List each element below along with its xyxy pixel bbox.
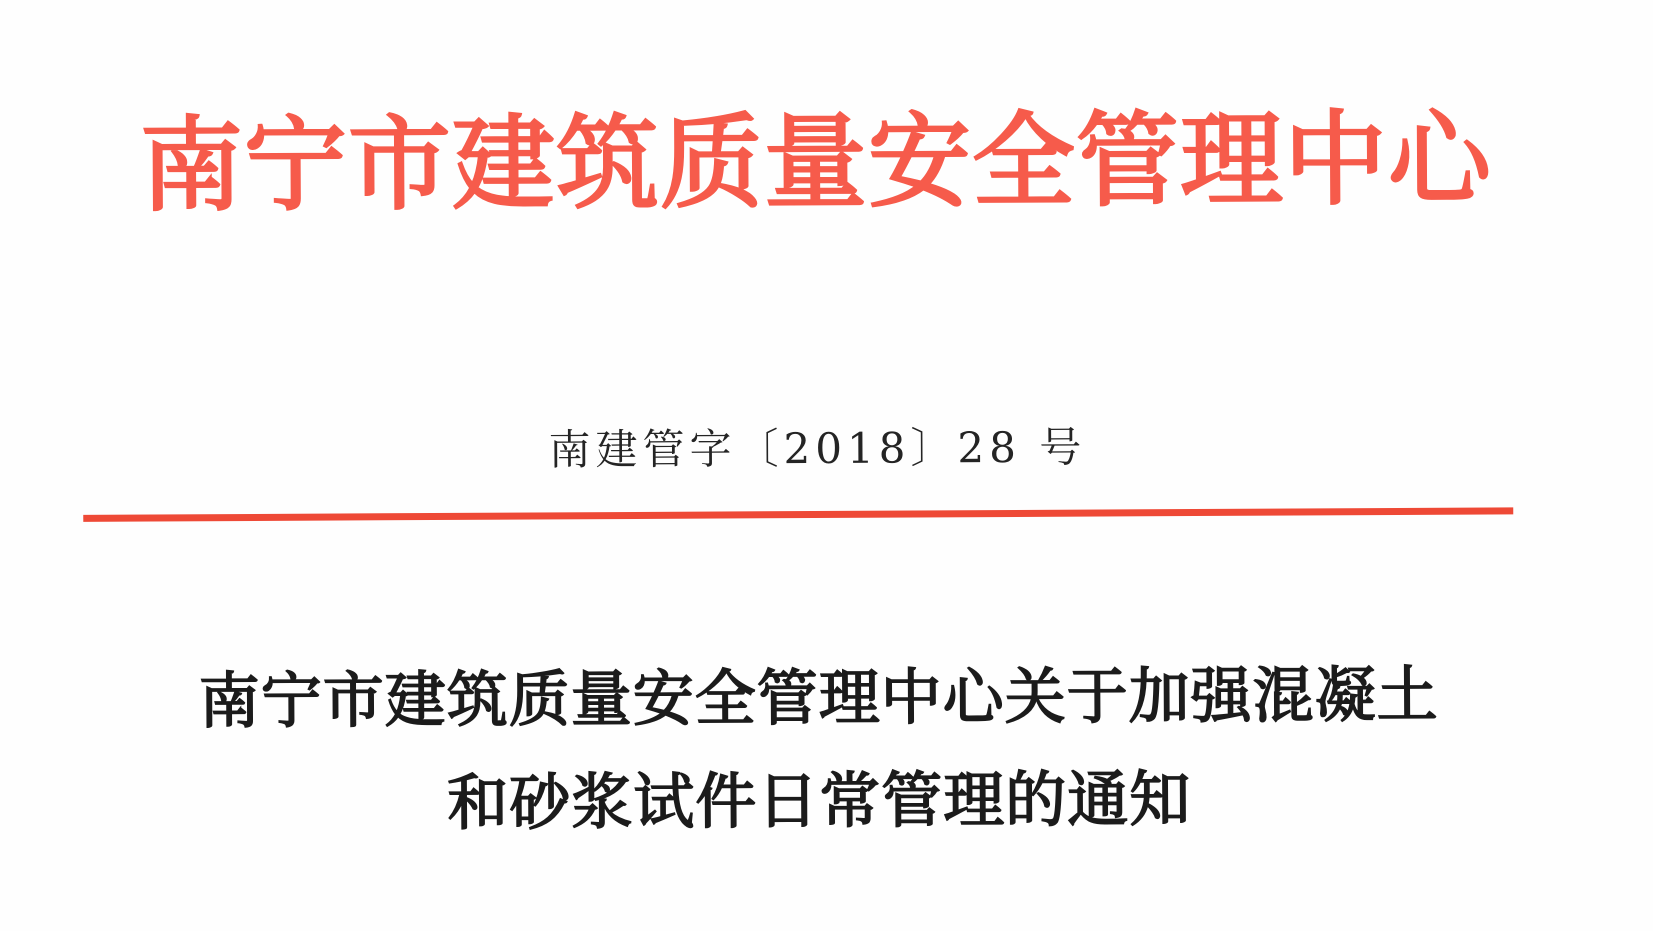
- document-number: 南建管字〔2018〕28 号: [548, 422, 1087, 475]
- document-title-line2: 和砂浆试件日常管理的通知: [447, 764, 1192, 839]
- document-title-line1: 南宁市建筑质量安全管理中心关于加强混凝土: [198, 659, 1439, 738]
- red-divider-line: [83, 507, 1513, 521]
- letterhead-title: 南宁市建筑质量安全管理中心: [139, 98, 1493, 227]
- document-title: [0, 643, 1646, 858]
